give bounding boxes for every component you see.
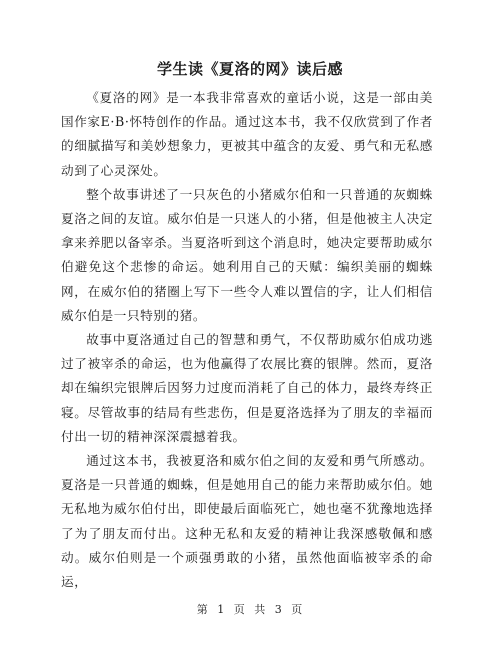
page-footer <box>0 601 500 617</box>
footer-prefix: 第 <box>196 603 209 616</box>
document-title: 学生读《夏洛的网》读后感 <box>156 60 343 78</box>
paragraph-3: 故事中夏洛通过自己的智慧和勇气，不仅帮助威尔伯成功逃过了被宰杀的命运，也为他赢得了农展比赛的银牌。然而，夏洛却在编织完银牌后因努力过度而消耗了自己的体力，最终寿终正寝。尽管故事的结局有些悲伤，但是夏洛选择为了朋友的幸福而付出一切的精神深深震撼着我。 <box>61 332 433 444</box>
footer-total-unit: 页 <box>291 603 304 616</box>
paragraph-1: 《夏洛的网》是一本我非常喜欢的童话小说，这是一部由美国作家E·B·怀特创作的作品。通过这本书，我不仅欣赏到了作者的细腻描写和美妙想象力，更被其中蕴含的友爱、勇气和无私感动到了心灵深处。 <box>61 90 433 178</box>
footer-page-number: 1 <box>217 603 226 616</box>
footer-page-unit: 页 <box>233 603 246 616</box>
footer-total-pages: 3 <box>274 603 283 616</box>
paragraph-4: 通过这本书，我被夏洛和威尔伯之间的友爱和勇气所感动。夏洛是一只普通的蜘蛛，但是她用自己的能力来帮助威尔伯。她无私地为威尔伯付出，即使最后面临死亡，她也毫不犹豫地选择了为了朋友而付出。这种无私和友爱的精神让我深感敬佩和感动。威尔伯则是一个顽强勇敢的小猪，虽然他面临被宰杀的命运， <box>61 453 433 590</box>
footer-of: 共 <box>254 603 267 616</box>
document-body <box>61 86 433 594</box>
paragraph-2: 整个故事讲述了一只灰色的小猪威尔伯和一只普通的灰蜘蛛夏洛之间的友谊。威尔伯是一只迷人的小猪，但是他被主人决定拿来养肥以备宰杀。当夏洛听到这个消息时，她决定要帮助威尔伯避免这个悲惨的命运。她利用自己的天赋：编织美丽的蜘蛛网，在威尔伯的猪圈上写下一些令人难以置信的字，让人们相信威尔伯是一只特别的猪。 <box>61 186 433 323</box>
